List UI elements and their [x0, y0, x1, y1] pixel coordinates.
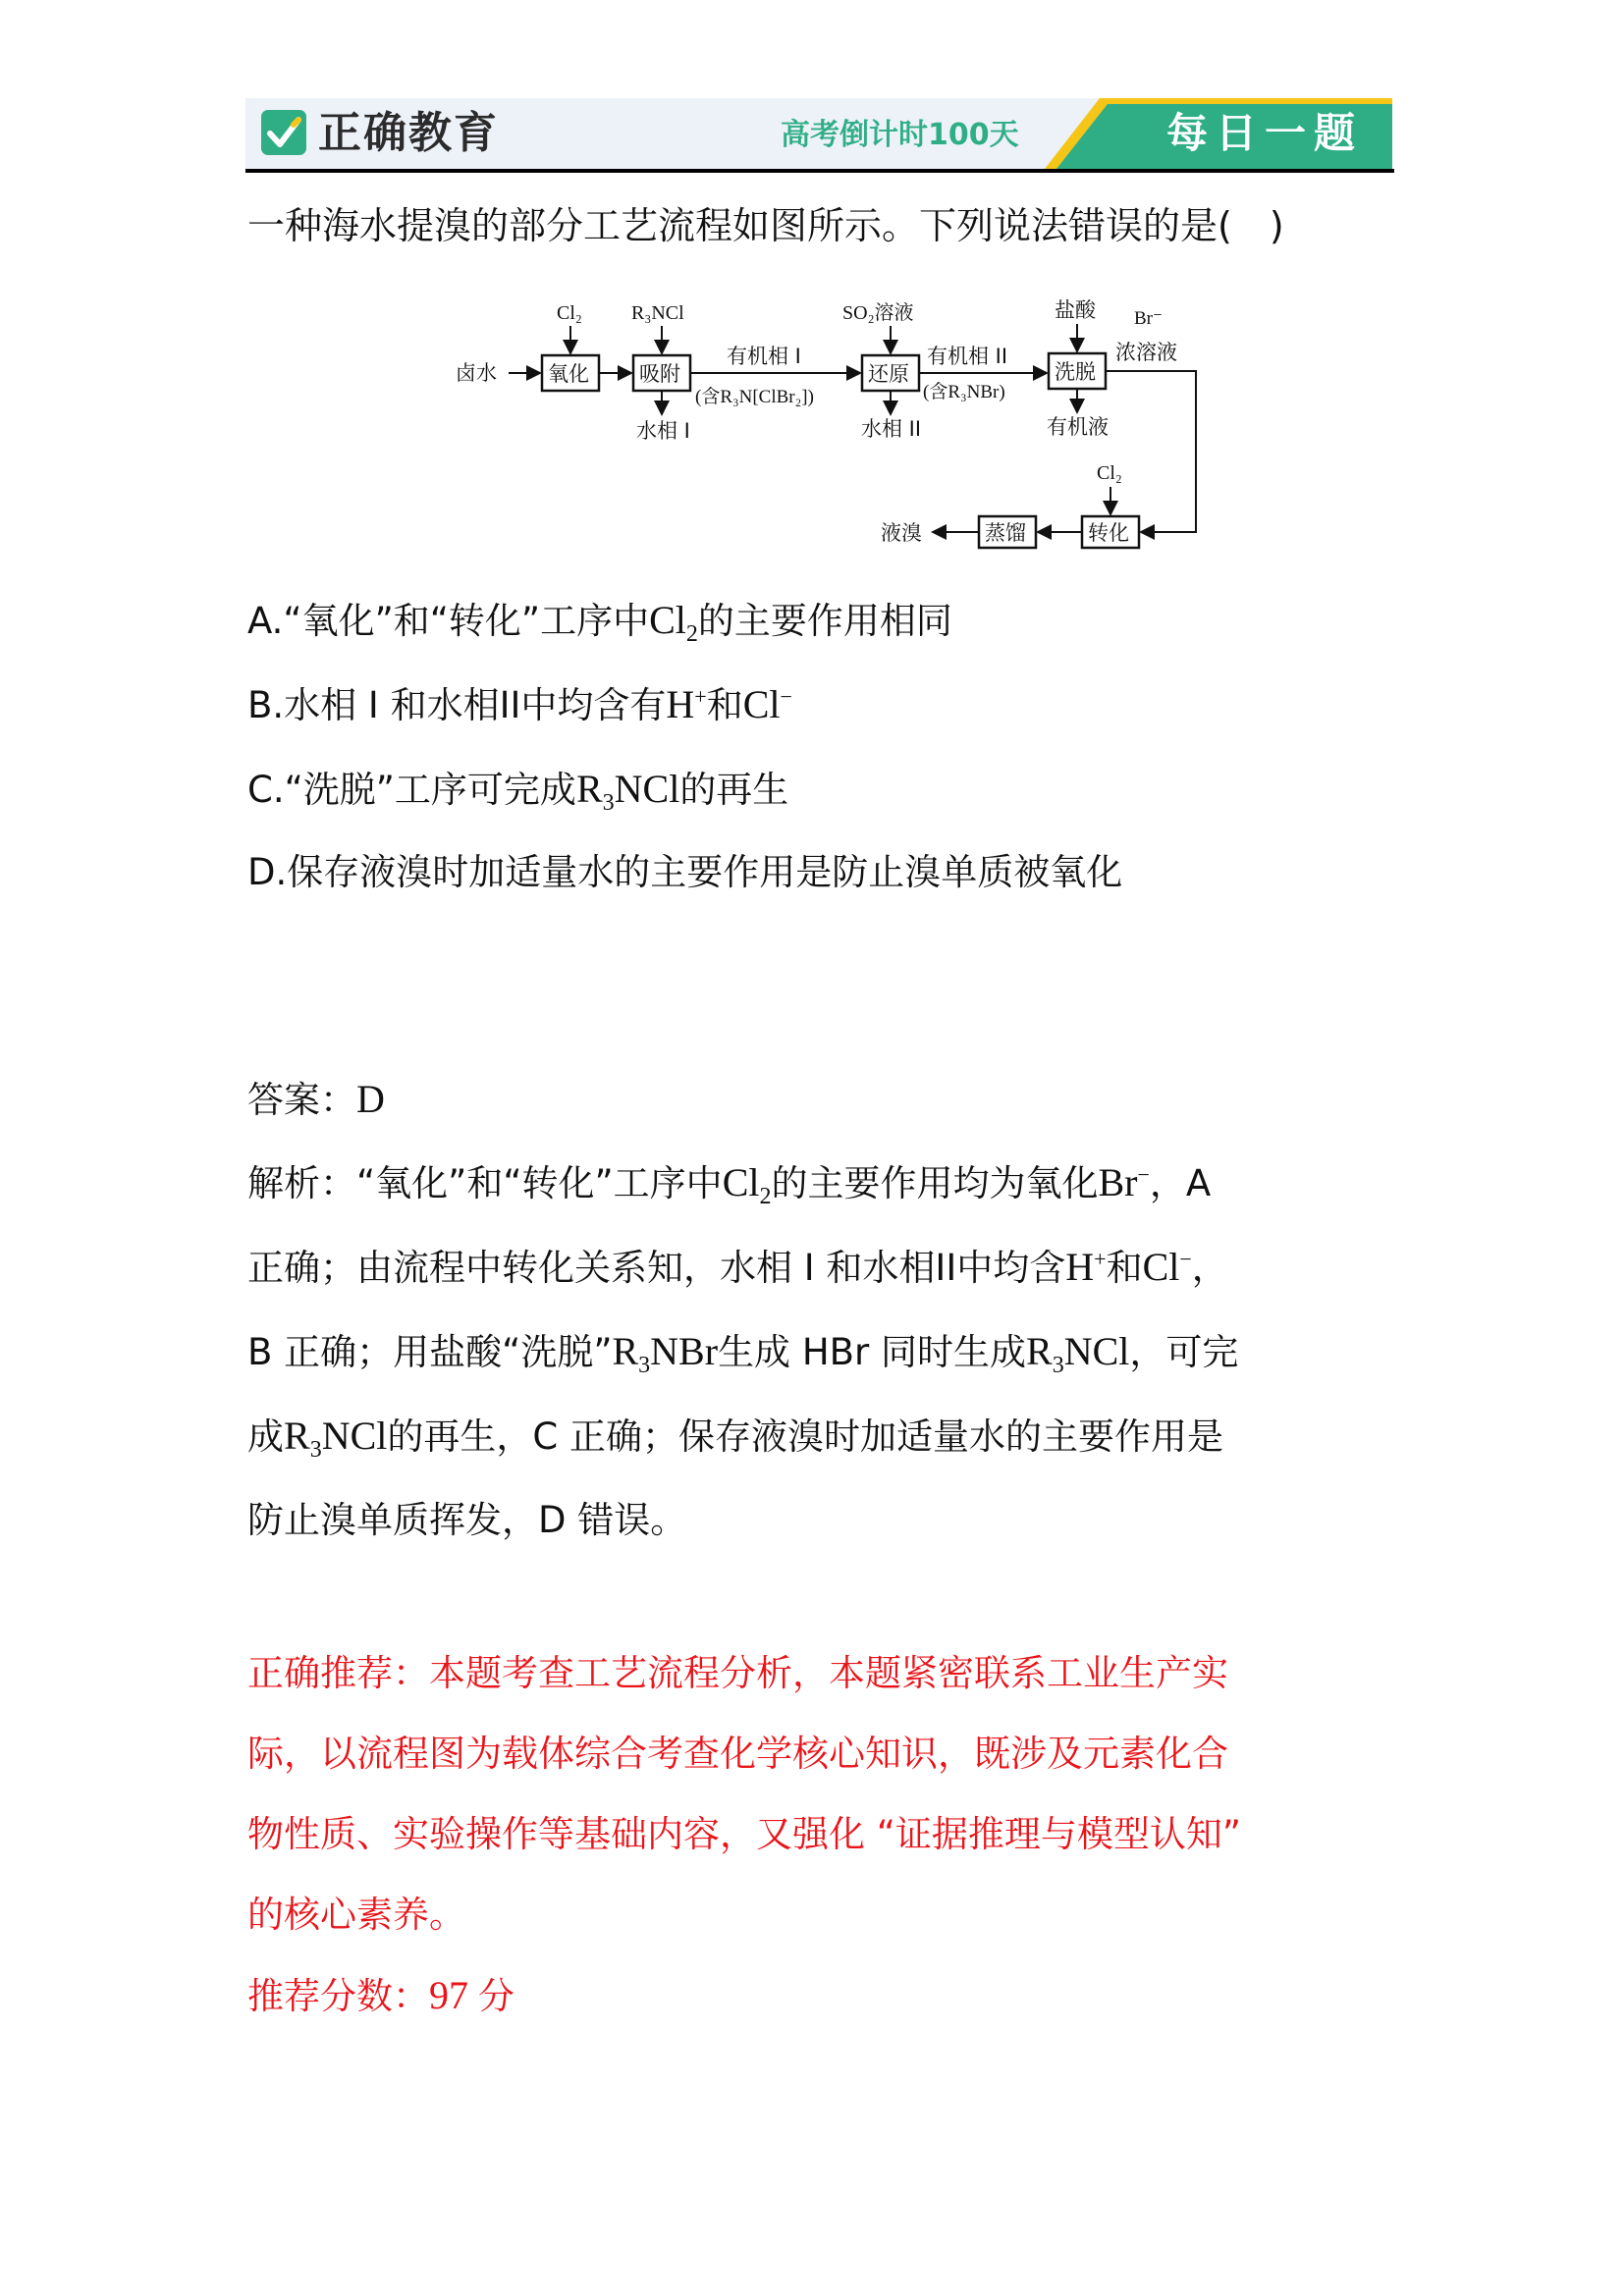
output-reduce: 水相 II	[861, 417, 922, 441]
node-elute: 洗脱	[1055, 360, 1096, 384]
score-unit: 分	[478, 1975, 514, 2017]
input-adsorb: R₃NCl	[631, 302, 684, 324]
recommendation-line-2: 际，以流程图为载体综合考查化学核心知识，既涉及元素化合	[247, 1733, 1228, 1775]
input-oxidize: Cl₂	[557, 302, 582, 324]
node-oxidize: 氧化	[548, 362, 589, 386]
daily-question-label: 每日一题	[1165, 109, 1363, 157]
edge-label-organic1-content: (含R₃N[ClBr₂])	[695, 387, 814, 407]
input-reduce: SO₂溶液	[842, 302, 914, 324]
node-product: 液溴	[881, 521, 922, 545]
process-flow-diagram	[452, 285, 1208, 560]
recommended-score	[247, 1971, 514, 2021]
output-elute: 有机液	[1047, 415, 1109, 439]
input-convert: Cl₂	[1097, 462, 1122, 484]
analysis-line-2: 正确；由流程中转化关系知，水相 I 和水相II中均含H+和Cl−，	[247, 1245, 1228, 1289]
node-reduce: 还原	[868, 362, 909, 386]
countdown-label: 高考倒计时100天	[781, 118, 1019, 152]
analysis-line-5: 防止溴单质挥发，D 错误。	[247, 1499, 687, 1541]
recommendation-line-1: 正确推荐：本题考查工艺流程分析，本题紧密联系工业生产实	[247, 1652, 1228, 1694]
answer-label: 答案：	[247, 1079, 356, 1121]
edge-label-concentrate: 浓溶液	[1115, 341, 1177, 364]
score-value: 97	[429, 1973, 468, 2017]
header-divider	[245, 169, 1394, 173]
node-adsorb: 吸附	[639, 362, 680, 386]
analysis-line-4: 成$R_3NCl$的再生，C 正确；保存液溴时加适量水的主要作用是	[247, 1414, 1223, 1463]
check-logo-icon	[261, 110, 306, 155]
edge-label-br: Br⁻	[1134, 308, 1164, 329]
node-convert: 转化	[1088, 521, 1129, 545]
edge-label-organic2: 有机相 II	[927, 345, 1008, 368]
recommendation-line-4: 的核心素养。	[247, 1894, 465, 1936]
answer-value: D	[356, 1077, 385, 1121]
option-d[interactable]: D.保存液溴时加适量水的主要作用是防止溴单质被氧化	[247, 851, 1123, 893]
brand-name: 正确教育	[318, 108, 499, 158]
output-adsorb: 水相 I	[636, 419, 690, 443]
recommendation-line-3: 物性质、实验操作等基础内容，又强化 “证据推理与模型认知”	[247, 1813, 1242, 1855]
node-brine: 卤水	[456, 361, 497, 385]
option-b[interactable]: B.水相 I 和水相II中均含有H+和Cl−	[247, 682, 792, 726]
option-a[interactable]: A.“氧化”和“转化”工序中$Cl_2$的主要作用相同	[247, 598, 952, 647]
score-label: 推荐分数：	[247, 1975, 429, 2017]
header-banner	[245, 98, 1392, 169]
option-c[interactable]: C.“洗脱”工序可完成$R_3NCl$的再生	[247, 767, 789, 816]
input-elute: 盐酸	[1055, 298, 1096, 322]
arrow-elute-convert	[1106, 371, 1196, 532]
analysis-line-1: 解析：“氧化”和“转化”工序中$Cl_2$的主要作用均为氧化Br−，A	[247, 1160, 1212, 1209]
question-stem: 一种海水提溴的部分工艺流程如图所示。下列说法错误的是( )	[247, 204, 1284, 247]
node-distill: 蒸馏	[985, 521, 1026, 545]
analysis-line-3: B 正确；用盐酸“洗脱$”R_3NBr$生成 HBr 同时生成$R_3NCl$，可完	[247, 1329, 1239, 1378]
answer-line	[247, 1075, 385, 1125]
daily-question-badge	[1039, 98, 1392, 169]
edge-label-organic2-content: (含R₃NBr)	[923, 382, 1005, 402]
edge-label-organic1: 有机相 I	[727, 345, 801, 368]
